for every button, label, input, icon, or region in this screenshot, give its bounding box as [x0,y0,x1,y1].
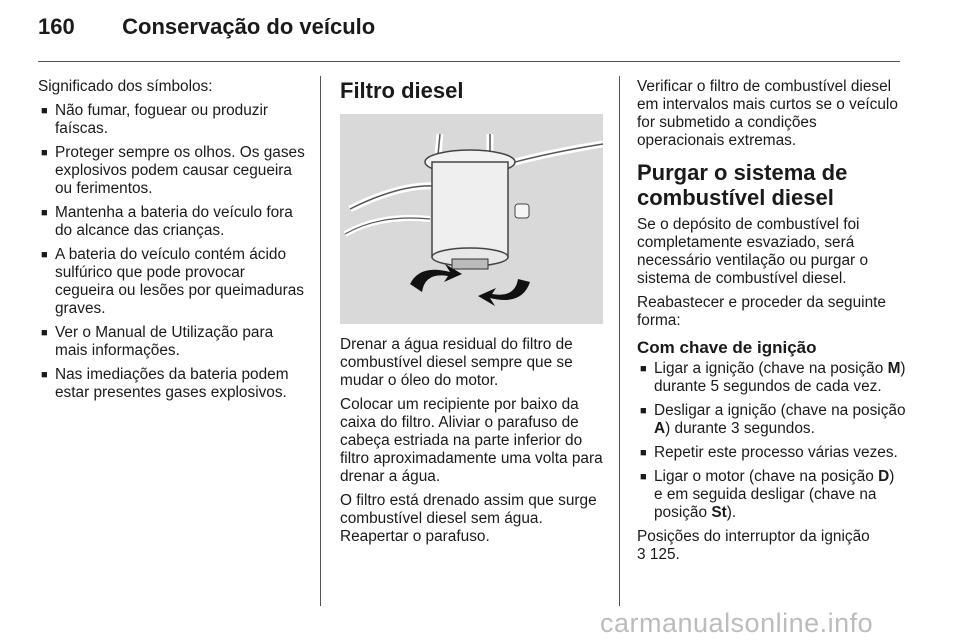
column-middle [340,78,605,552]
column-divider [619,76,620,606]
list-item: ■ Ligar a ignição (chave na posição M) durante 5 segundos de cada vez. [637,360,907,396]
list-item: ■ Não fumar, foguear ou produzir faíscas. [38,102,306,138]
steps-list [637,360,907,522]
diesel-filter-illustration [340,114,603,324]
paragraph: Verificar o filtro de combustível diesel em intervalos mais curtos se o veículo for submetido a condições operacionais extremas. [637,78,898,149]
paragraph: Posições do interruptor da ignição 3 125. [637,528,870,563]
page-reference[interactable]: 125. [649,546,680,563]
list-item: ■ Ver o Manual de Utilização para mais informações. [38,324,306,360]
column-divider [320,76,321,606]
paragraph: Colocar um recipiente por baixo da caixa do filtro. Aliviar o parafuso de cabeça estriada na parte inferior do filtro aproximadamente uma volta para drenar a água. [340,396,603,485]
heading-diesel-filter: Filtro diesel [340,78,464,103]
page-number: 160 [38,14,75,39]
paragraph: Se o depósito de combustível foi completamente esvaziado, será necessário ventilação ou purgar o sistema de combustível diesel. [637,216,869,287]
list-item: ■ Mantenha a bateria do veículo fora do alcance das crianças. [38,204,306,240]
column-right [637,78,907,570]
symbols-intro: Significado dos símbolos: [38,78,213,95]
list-item: ■ Nas imediações da bateria podem estar presentes gases explosivos. [38,366,306,402]
list-item: ■ Proteger sempre os olhos. Os gases explosivos podem causar cegueira ou ferimentos. [38,144,306,198]
column-left [38,78,306,408]
section-title: Conservação do veículo [122,14,376,39]
watermark: carmanualsonline.info [600,608,874,638]
paragraph: Drenar a água residual do filtro de combustível diesel sempre que se mudar o óleo do motor. [340,336,573,389]
subheading-ignition-key: Com chave de ignição [637,338,817,357]
list-item: ■ Ligar o motor (chave na posição D) e em seguida desligar (chave na posição St). [637,468,907,522]
page-ref-arrow-icon: 3 [637,546,646,563]
paragraph: Reabastecer e proceder da seguinte forma: [637,294,886,329]
paragraph: O filtro está drenado assim que surge combustível diesel sem água. Reapertar o parafuso. [340,492,597,545]
list-item: ■ A bateria do veículo contém ácido sulfúrico que pode provocar cegueira ou lesões por queimaduras graves. [38,246,306,318]
symbols-list [38,102,306,402]
list-item: ■ Desligar a ignição (chave na posição A) durante 3 segundos. [637,402,907,438]
header-rule [38,61,900,62]
list-item: ■ Repetir este processo várias vezes. [637,444,907,462]
heading-purge-system: Purgar o sistema de combustível diesel [637,160,848,210]
page-header [38,14,375,40]
